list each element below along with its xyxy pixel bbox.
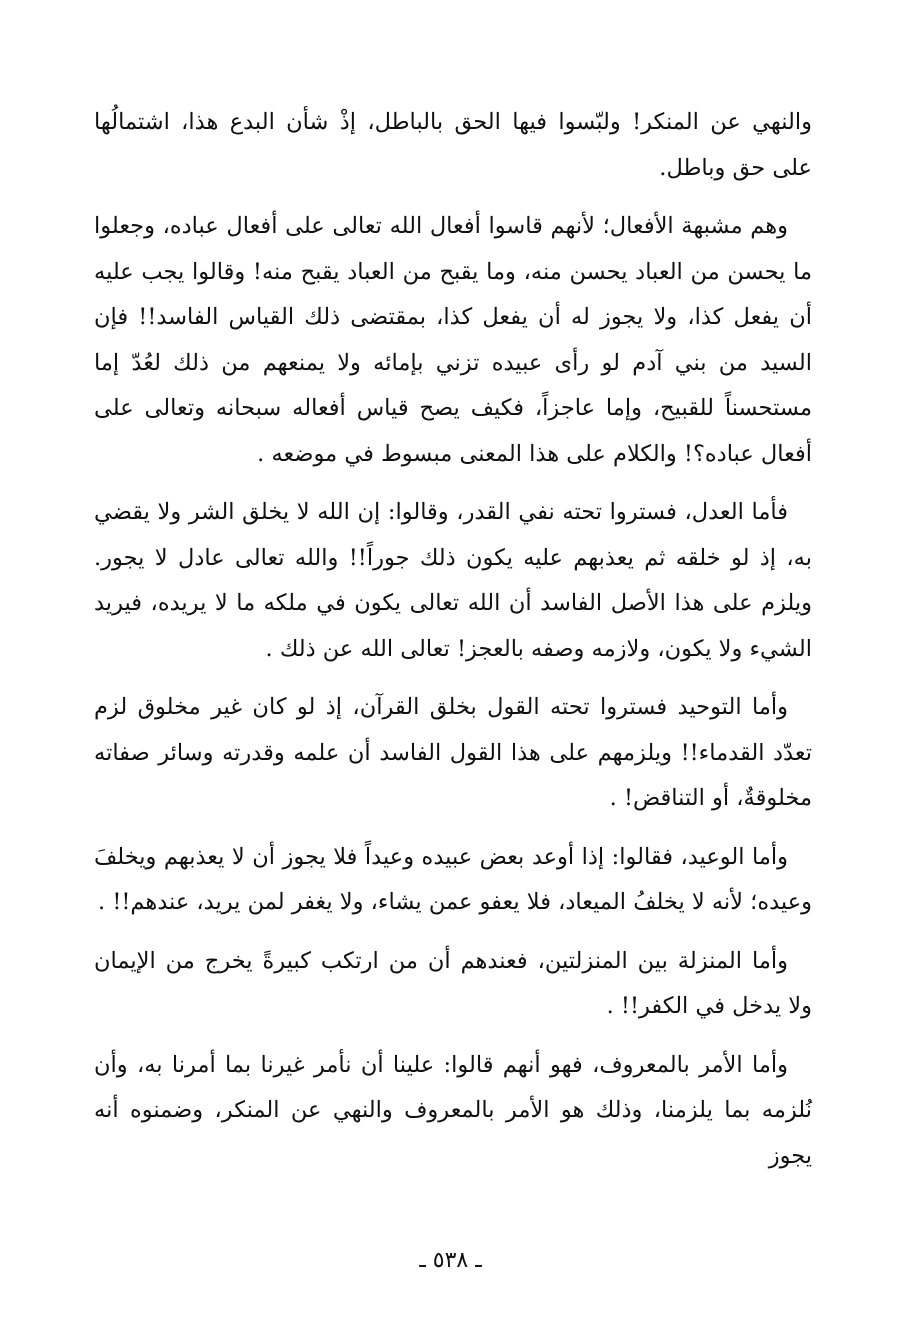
paragraph-1: والنهي عن المنكر! ولبّسوا فيها الحق بالباطل، إذْ شأن البدع هذا، اشتمالُها على حق وباطل. xyxy=(94,109,812,181)
paragraph-5: وأما الوعيد، فقالوا: إذا أوعد بعض عبيده وعيداً فلا يجوز أن لا يعذبهم ويخلفَ وعيده؛ لأنه لا يخلفُ الميعاد، فلا يعفو عمن يشاء، ولا يغفر لمن يريد، عندهم!! . xyxy=(94,843,812,915)
paragraph-7: وأما الأمر بالمعروف، فهو أنهم قالوا: علينا أن نأمر غيرنا بما أمرنا به، وأن نُلزمه بما يلزمنا، وذلك هو الأمر بالمعروف والنهي عن المنكر، وضمنوه أنه يجوز xyxy=(94,1051,812,1169)
paragraph-2: وهم مشبهة الأفعال؛ لأنهم قاسوا أفعال الله تعالى على أفعال عباده، وجعلوا ما يحسن من العباد يحسن منه، وما يقبح من العباد يقبح منه! وقالوا يجب عليه أن يفعل كذا، ولا يجوز له أن يفعل كذا، بمقتضى ذلك القياس الفاسد!! فإن السيد من بني آدم لو رأى عبيده تزني بإمائه ولا يمنعهم من ذلك لعُدّ إما مستحسناً للقبيح، وإما عاجزاً، فكيف يصح قياس أفعاله سبحانه وتعالى على أفعال عباده؟! والكلام على هذا المعنى مبسوط في موضعه . xyxy=(94,213,812,467)
paragraph-3: فأما العدل، فستروا تحته نفي القدر، وقالوا: إن الله لا يخلق الشر ولا يقضي به، إذ لو خلقه ثم يعذبهم عليه يكون ذلك جوراً!! والله تعالى عادل لا يجور. ويلزم على هذا الأصل الفاسد أن الله تعالى يكون في ملكه ما لا يريده، فيريد الشيء ولا يكون، ولازمه وصفه بالعجز! تعالى الله عن ذلك . xyxy=(94,499,812,662)
page-body xyxy=(94,100,812,1192)
paragraph-4: وأما التوحيد فستروا تحته القول بخلق القرآن، إذ لو كان غير مخلوق لزم تعدّد القدماء!! ويلزمهم على هذا القول الفاسد أن علمه وقدرته وسائر صفاته مخلوقةٌ، أو التناقض! . xyxy=(94,694,812,811)
page-number: ـ ٥٣٨ ـ xyxy=(419,1248,482,1273)
paragraph-6: وأما المنزلة بين المنزلتين، فعندهم أن من ارتكب كبيرةً يخرج من الإيمان ولا يدخل في الكفر!! . xyxy=(94,947,812,1019)
